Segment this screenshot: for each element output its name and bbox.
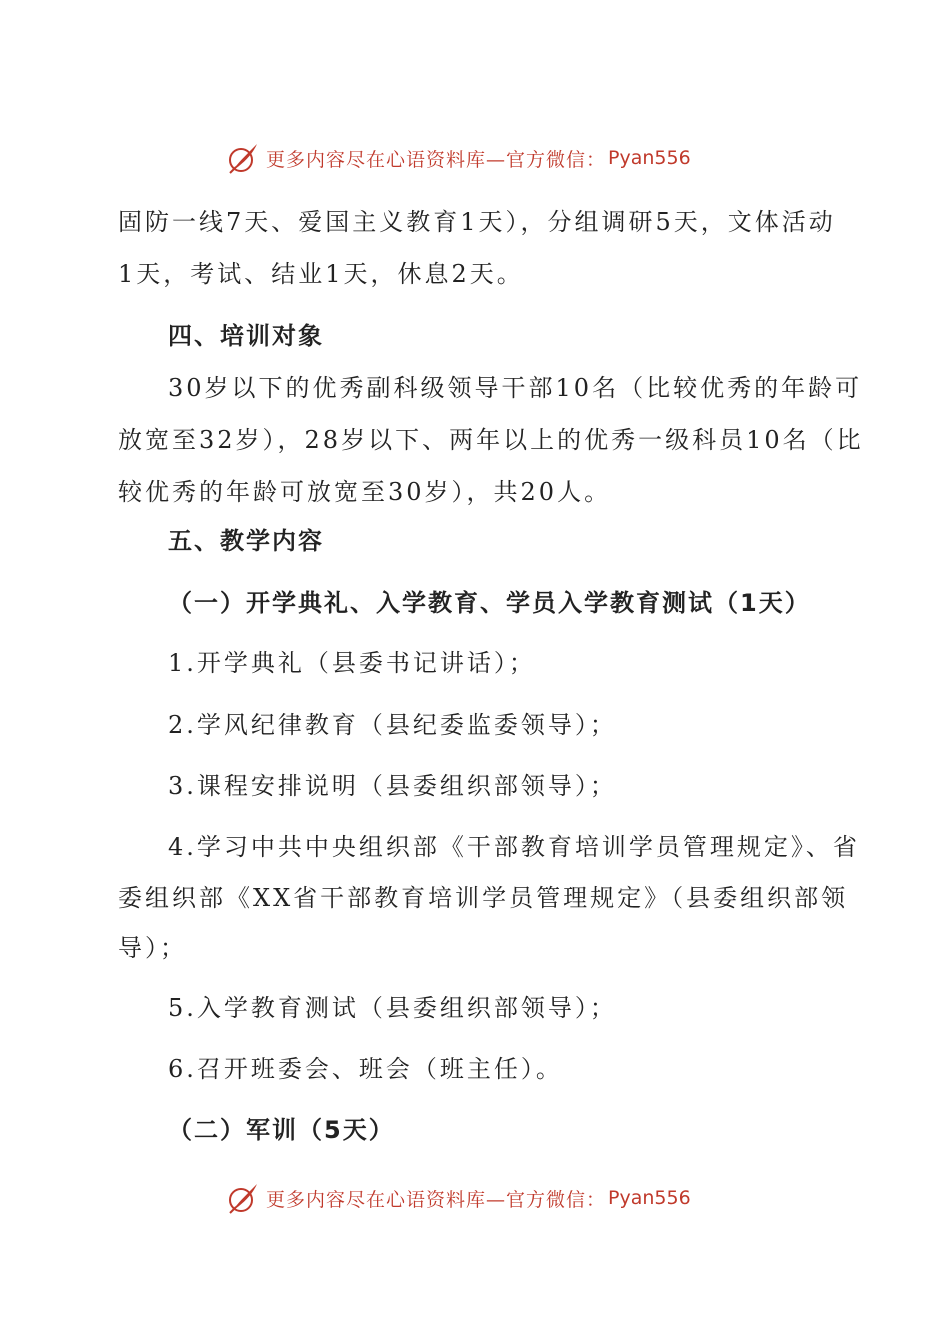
- section-heading-teaching-content: 五、教学内容: [168, 527, 324, 555]
- list-item: 6.召开班委会、班会（班主任）。: [168, 1055, 563, 1083]
- list-item: 1.开学典礼（县委书记讲话）；: [168, 649, 536, 677]
- quill-pen-logo-icon: [226, 141, 260, 175]
- list-item: 2.学风纪律教育（县纪委监委领导）；: [168, 711, 617, 739]
- watermark-header: [226, 138, 691, 178]
- list-item: 5.入学教育测试（县委组织部领导）；: [168, 994, 617, 1022]
- section-heading-training-targets: 四、培训对象: [168, 322, 324, 350]
- watermark-wechat-id: Pyan556: [608, 1187, 691, 1209]
- list-item-continuation: 导）；: [118, 934, 187, 962]
- body-line: 1天，考试、结业1天，休息2天。: [118, 260, 524, 288]
- watermark-footer: [226, 1178, 691, 1218]
- list-item: 4.学习中共中央组织部《干部教育培训学员管理规定》、省: [168, 833, 860, 861]
- quill-pen-logo-icon: [226, 1181, 260, 1215]
- body-line: 较优秀的年龄可放宽至30岁），共20人。: [118, 478, 612, 506]
- body-line: 放宽至32岁），28岁以下、两年以上的优秀一级科员10名（比: [118, 426, 864, 454]
- list-item: 3.课程安排说明（县委组织部领导）；: [168, 772, 617, 800]
- subsection-heading-opening: （一）开学典礼、入学教育、学员入学教育测试（1天）: [168, 589, 811, 617]
- list-item-continuation: 委组织部《XX省干部教育培训学员管理规定》（县委组织部领: [118, 884, 849, 912]
- body-line: 固防一线7天、爱国主义教育1天），分组调研5天，文体活动: [118, 208, 836, 236]
- watermark-wechat-id: Pyan556: [608, 147, 691, 169]
- body-line: 30岁以下的优秀副科级领导干部10名（比较优秀的年龄可: [168, 374, 863, 402]
- subsection-heading-military-training: （二）军训（5天）: [168, 1116, 395, 1144]
- watermark-text: 更多内容尽在心语资料库—官方微信：: [266, 1188, 607, 1211]
- watermark-text: 更多内容尽在心语资料库—官方微信：: [266, 148, 607, 171]
